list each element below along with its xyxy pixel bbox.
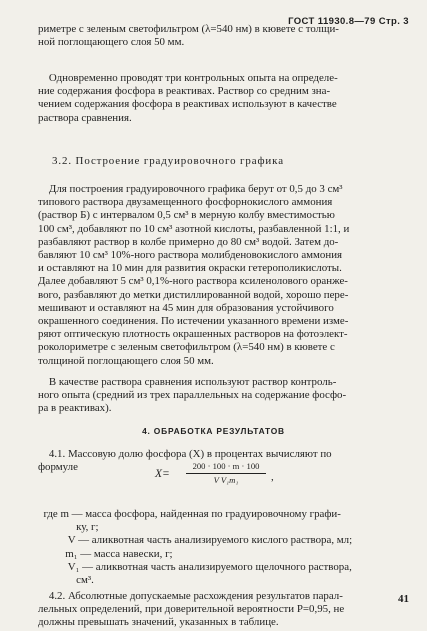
text-line: окрашенного соединения. По истечении указанного времени изме- [38, 315, 349, 328]
text-line: бавляют 10 см³ 10%-ного раствора молибденовокислого аммония [38, 249, 343, 262]
text-line: V — аликвотная часть анализируемого кислого раствора, мл; [38, 534, 353, 547]
text-line: ку, г; [38, 521, 99, 534]
text-line: ного опыта (средний из трех параллельных на содержание фосфо- [38, 389, 347, 402]
text-line: ряют оптическую плотность окрашенных растворов на фотоэлект- [38, 328, 348, 341]
formula-denominator: V V₁m₁ [213, 475, 239, 485]
text-line: лельных определений, при доверительной вероятности P=0,95, не [38, 603, 345, 616]
paragraph [38, 376, 406, 416]
formula [0, 459, 427, 489]
text-line: Далее добавляют 5 см³ 0,1%-ного раствора ксиленолового оранже- [38, 275, 348, 288]
text-line: где m — масса фосфора, найденная по градуировочному графи- [38, 508, 341, 520]
text-line: толщиной поглощающего слоя 50 мм. [38, 354, 214, 367]
text-line: чением содержания фосфора в реактивах используют в качестве [38, 98, 337, 111]
text-line: роколориметре с зеленым светофильтром (λ=540 нм) в кювете с [38, 341, 335, 354]
text-line: (раствор Б) с интервалом 0,5 см³ в мерную колбу вместимостью [38, 209, 335, 222]
text-line: разбавляют раствор в колбе примерно до 80 см³ водой. Затем до- [38, 235, 339, 248]
text-line: ние содержания фосфора в реактивах. Раствор со средним зна- [38, 85, 331, 98]
text-line: и оставляют на 10 мин для развития окраски гетерополикислоты. [38, 262, 342, 275]
text-line: риметре с зеленым светофильтром (λ=540 нм) в кювете с толщи- [38, 23, 339, 35]
paragraph [38, 590, 406, 630]
section-heading: 3.2. Построение градуировочного графика [52, 155, 284, 167]
text-line: Одновременно проводят три контрольных опыта на определе- [38, 72, 338, 84]
text-line: ра в реактивах). [38, 402, 112, 415]
text-line: см³. [38, 574, 94, 587]
text-line: должны превышать значений, указанных в таблице. [38, 616, 279, 629]
text-line: раствора сравнения. [38, 111, 132, 124]
text-line: типового раствора двузамещенного фосфорнокислого аммония [38, 196, 333, 209]
formula-trail: , [271, 471, 274, 483]
paragraph [38, 508, 406, 587]
text-line: m₁ — масса навески, г; [38, 547, 173, 560]
text-line: 4.2. Абсолютные допускаемые расхождения результатов парал- [38, 590, 343, 602]
paragraph [38, 23, 406, 49]
text-line: вого, разбавляют до метки дистиллированной водой, хорошо пере- [38, 288, 349, 301]
text-line: В качестве раствора сравнения используют раствор контроль- [38, 376, 337, 388]
text-line: V₁ — аликвотная часть анализируемого щелочного раствора, [38, 560, 352, 573]
text-line: формуле [38, 461, 78, 474]
fraction-bar [186, 473, 266, 474]
section-title: 4. ОБРАБОТКА РЕЗУЛЬТАТОВ [142, 426, 285, 436]
text-line: 4.1. Массовую долю фосфора (X) в процентах вычисляют по [38, 448, 332, 460]
paragraph [38, 72, 406, 125]
text-line: мешивают и оставляют на 45 мин для образования устойчивого [38, 301, 334, 314]
paragraph [38, 183, 406, 368]
text-line: Для построения градуировочного графика берут от 0,5 до 3 см³ [38, 183, 343, 195]
formula-lhs: X= [155, 468, 170, 480]
text-line: 100 см³, добавляют по 10 см³ азотной кислоты, разбавленной 1:1, и [38, 222, 350, 235]
formula-numerator: 200 · 100 · m · 100 [192, 461, 260, 471]
page-number: 41 [398, 593, 409, 605]
page-header: ГОСТ 11930.8—79 Стр. 3 [288, 16, 409, 27]
text-line: ной поглощающего слоя 50 мм. [38, 36, 185, 49]
